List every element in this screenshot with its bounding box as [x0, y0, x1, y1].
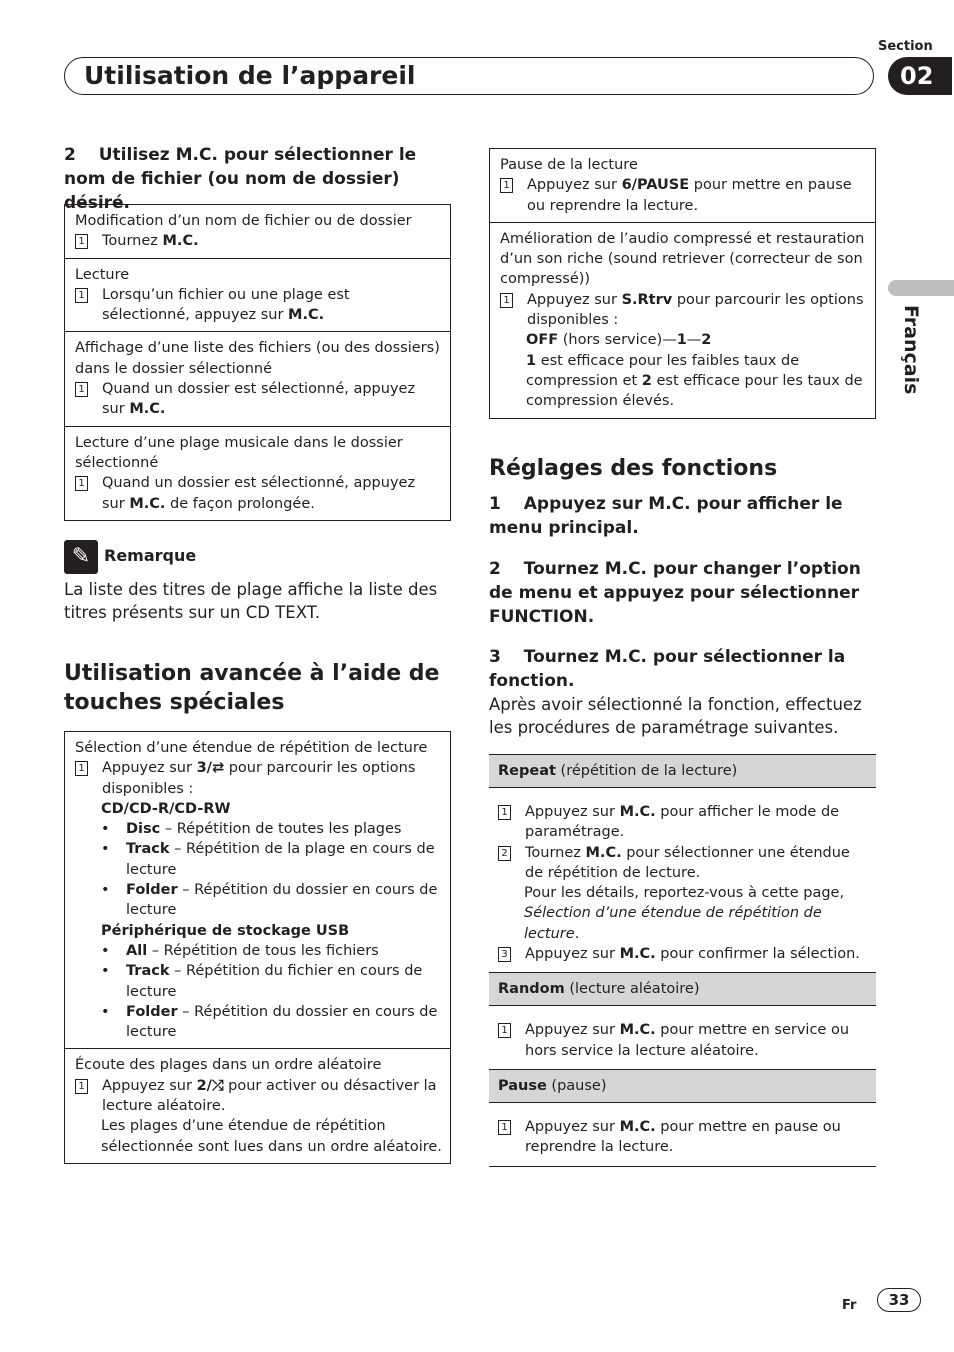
heading-function-settings: Réglages des fonctions [489, 456, 778, 481]
step-number: 3 [498, 947, 511, 962]
option-name: Folder [126, 1003, 178, 1020]
step-text: Appuyez sur [525, 1118, 620, 1135]
sr-note [500, 351, 867, 412]
key-name: M.C. [288, 307, 325, 324]
option-name: 2 [641, 372, 652, 389]
table-row [65, 1048, 450, 1162]
step-number: 1 [75, 288, 88, 303]
step-text: pour parcourir les options disponibles : [527, 291, 864, 329]
row-title: Sélection d’une étendue de répétition de lecture [75, 740, 428, 756]
option-desc: – Répétition du dossier en cours de lecture [126, 1003, 438, 1041]
step-number: 1 [500, 293, 513, 308]
table-special-keys [64, 731, 451, 1164]
note-text: . [574, 925, 580, 942]
list-item: • Folder – Répétition du dossier en cours de lecture [101, 882, 438, 919]
remarque-title: Remarque [104, 546, 197, 565]
step-text: pour mettre en service ou hors service la lecture aléatoire. [525, 1022, 850, 1059]
key-name: M.C. [129, 401, 166, 418]
list-item: • Disc – Répétition de toutes les plages [101, 821, 402, 838]
function-desc: (pause) [546, 1077, 607, 1094]
key-name: M.C. [129, 495, 166, 512]
step-number: 1 [498, 805, 511, 820]
page-title: Utilisation de l’appareil [84, 61, 416, 90]
key-name: S.Rtrv [621, 291, 673, 308]
table-row [65, 258, 450, 332]
option-name: OFF [526, 332, 559, 349]
step-text: Appuyez sur [525, 804, 620, 820]
row-title: Affichage d’une liste des fichiers (ou des dossiers) dans le dossier sélectionné [75, 340, 440, 377]
step-text: Appuyez sur [525, 1022, 620, 1039]
key-name: M.C. [619, 946, 656, 963]
step-1-right: 1 Appuyez sur M.C. pour afficher le menu principal. [489, 494, 843, 538]
subheading-cd: CD/CD-R/CD-RW [101, 800, 231, 817]
step-text: Appuyez sur [527, 177, 622, 194]
step-text: pour sélectionner une étendue de répétition de lecture. [525, 844, 850, 881]
function-table [489, 754, 876, 1167]
step-text: Lorsqu’un fichier ou une plage est sélectionné, appuyez sur [102, 286, 350, 324]
section-label: Section [878, 39, 933, 54]
sr-options [500, 330, 867, 350]
step-text: pour activer ou désactiver la lecture aléatoire. [102, 1077, 437, 1115]
option-desc: – Répétition du fichier en cours de lecture [126, 963, 423, 1000]
step-number: 1 [75, 234, 88, 249]
function-header-repeat [489, 754, 876, 788]
key-name: M.C. [619, 804, 656, 820]
function-desc: (répétition de la lecture) [555, 763, 738, 779]
table-row [490, 149, 875, 222]
repeat-note [498, 883, 868, 944]
option-name: Track [126, 963, 170, 980]
option-name: 1 [526, 352, 537, 369]
pencil-icon: ✎ [64, 540, 98, 574]
language-label: Français [900, 305, 922, 395]
step-number: 1 [498, 1120, 511, 1135]
option-name: 1 [676, 332, 687, 349]
key-name: 6/PAUSE [621, 177, 690, 194]
step-number: 1 [498, 1023, 511, 1038]
function-header-random [489, 973, 876, 1006]
step-number: 1 [75, 1079, 88, 1094]
step-text: Appuyez sur [527, 291, 622, 308]
option-name: Disc [126, 821, 161, 838]
row-title: Écoute des plages dans un ordre aléatoire [75, 1057, 382, 1074]
step-2-left: 2 Utilisez M.C. pour sélectionner le nom de fichier (ou nom de dossier) désiré. [64, 145, 417, 213]
list-item: • All – Répétition de tous les fichiers [101, 942, 379, 959]
step-text: Appuyez sur [102, 1077, 197, 1094]
page-number: 33 [877, 1288, 921, 1312]
option-name: 2 [701, 332, 712, 349]
function-desc: (lecture aléatoire) [564, 981, 700, 998]
function-header-pause [489, 1070, 876, 1103]
step-text: pour mettre en pause ou reprendre la lecture. [525, 1118, 841, 1156]
row-title: Pause de la lecture [500, 157, 638, 173]
step-2-right: 2 Tournez M.C. pour changer l’option de menu et appuyez pour sélectionner FUNCTION. [489, 559, 861, 627]
note-text: est efficace pour les taux de compression élevés. [526, 372, 863, 410]
key-name: M.C. [162, 233, 199, 250]
list-item: • Folder – Répétition du dossier en cours de lecture [101, 1003, 438, 1041]
separator: — [686, 332, 702, 349]
cross-reference: Sélection d’une étendue de répétition de lecture [524, 905, 822, 942]
function-body-random [489, 1006, 876, 1070]
step-number: 1 [500, 178, 513, 193]
random-note: Les plages d’une étendue de répétition sélectionnée sont lues dans un ordre aléatoire. [101, 1118, 442, 1155]
step-text: Tournez [525, 844, 586, 861]
step-text: Tournez [102, 233, 163, 250]
repeat-icon: ⇄ [211, 760, 225, 777]
option-desc: – Répétition de tous les fichiers [147, 942, 379, 959]
option-name: Track [126, 841, 170, 858]
step-text: Appuyez sur [525, 946, 620, 963]
section-number: 02 [888, 57, 952, 95]
shuffle-icon: ⤮ [211, 1077, 224, 1094]
remarque-text: La liste des titres de plage affiche la liste des titres présents sur un CD TEXT. [64, 580, 438, 622]
heading-advanced-use: Utilisation avancée à l’aide de touches spéciales [64, 661, 440, 715]
table-row [490, 222, 875, 418]
table-row [65, 426, 450, 520]
row-title: Lecture [75, 266, 130, 283]
step-text: de façon prolongée. [165, 495, 315, 512]
step-text: Quand un dossier est sélectionné, appuyez sur [102, 381, 416, 418]
step-text: pour afficher le mode de paramétrage. [525, 804, 840, 841]
footer-language: Fr [842, 1298, 857, 1313]
option-desc: – Répétition de la plage en cours de lecture [126, 841, 435, 878]
key-name: 3/ [196, 760, 212, 777]
table-row [65, 732, 450, 1048]
subheading-usb: Périphérique de stockage USB [101, 922, 350, 939]
function-name: Repeat [498, 763, 556, 779]
option-name: Folder [126, 882, 178, 899]
step-3-body: Après avoir sélectionné la fonction, effectuez les procédures de paramétrage suivantes. [489, 695, 862, 737]
function-name: Pause [498, 1077, 547, 1094]
list-item: • Track – Répétition de la plage en cours de lecture [101, 841, 435, 878]
step-number: 1 [75, 476, 88, 491]
key-name: M.C. [585, 844, 622, 861]
step-text: pour confirmer la sélection. [655, 946, 860, 963]
option-desc: – Répétition de toutes les plages [160, 821, 402, 838]
step-3-right: 3 Tournez M.C. pour sélectionner la fonction. [489, 647, 846, 691]
step-text: Appuyez sur [102, 760, 197, 777]
language-tab [888, 280, 954, 296]
step-text: pour mettre en pause ou reprendre la lecture. [527, 177, 852, 214]
step-number: 2 [498, 846, 511, 861]
list-item: • Track – Répétition du fichier en cours de lecture [101, 963, 423, 1000]
table-row [65, 331, 450, 425]
key-name: 2/ [196, 1077, 212, 1094]
option-desc: (hors service)— [558, 332, 677, 349]
row-title: Lecture d’une plage musicale dans le dossier sélectionné [75, 434, 403, 471]
key-name: M.C. [619, 1022, 656, 1039]
step-text: Quand un dossier est sélectionné, appuyez sur [102, 475, 416, 512]
function-name: Random [498, 981, 565, 998]
table-pause-soundretriever [489, 148, 876, 419]
table-row [65, 205, 450, 258]
step-number: 1 [75, 761, 88, 776]
row-title: Modification d’un nom de fichier ou de dossier [75, 213, 412, 229]
function-body-pause [489, 1103, 876, 1167]
key-name: M.C. [619, 1118, 656, 1135]
table-file-operations [64, 204, 451, 521]
option-desc: – Répétition du dossier en cours de lecture [126, 882, 438, 919]
note-text: est efficace pour les faibles taux de compression et [526, 352, 800, 389]
option-name: All [126, 942, 148, 959]
row-title: Amélioration de l’audio compressé et restauration d’un son riche (sound retriever (correcteur de son compressé)) [500, 230, 865, 288]
step-number: 1 [75, 382, 88, 397]
function-body-repeat [489, 788, 876, 973]
note-text: Pour les détails, reportez-vous à cette page, [524, 885, 845, 902]
step-text: pour parcourir les options disponibles : [102, 760, 416, 797]
